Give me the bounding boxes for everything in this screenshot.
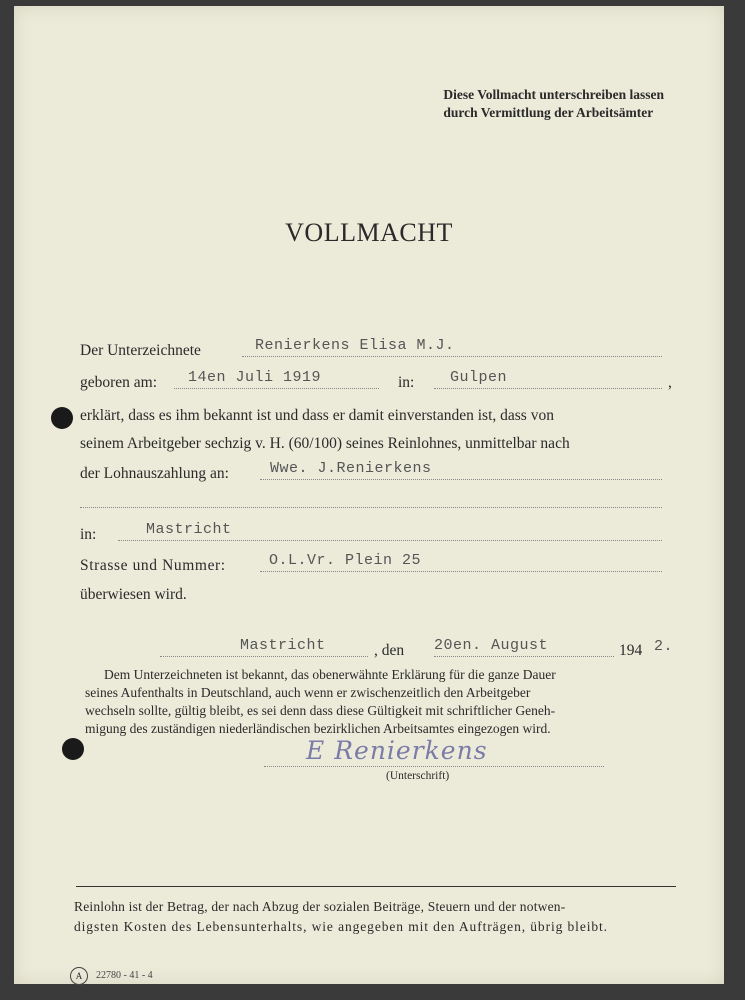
birthplace-label: in: — [398, 374, 415, 391]
born-on-dotted-line — [174, 388, 379, 389]
birthplace-value: Gulpen — [450, 369, 508, 386]
payee-dotted-line — [260, 479, 662, 480]
header-notice-line-1: Diese Vollmacht unterschreiben lassen — [443, 87, 664, 102]
notice-line-3: wechseln sollte, gültig bleibt, es sei denn dass diese Gültigkeit mit schriftlicher Geneh- — [85, 703, 556, 718]
footnote-line-1: Reinlohn ist der Betrag, der nach Abzug der sozialen Beiträge, Steuern und der notwen- — [74, 899, 566, 914]
document-title: VOLLMACHT — [285, 218, 453, 247]
date-prefix: , den — [374, 642, 405, 659]
born-on-value: 14en Juli 1919 — [188, 369, 322, 386]
header-notice-line-2: durch Vermittlung der Arbeitsämter — [443, 105, 654, 120]
street-dotted-line — [260, 571, 662, 572]
undersigned-label: Der Unterzeichnete — [80, 342, 201, 359]
street-value: O.L.Vr. Plein 25 — [269, 552, 422, 569]
place-value: Mastricht — [240, 637, 326, 654]
declaration-line-1: erklärt, dass es ihm bekannt ist und dass er damit einverstanden ist, dass von — [80, 407, 554, 424]
print-mark-text: 22780 - 41 - 4 — [96, 970, 153, 981]
declaration-line-2: seinem Arbeitgeber sechzig v. H. (60/100) seines Reinlohnes, unmittelbar nach — [80, 435, 570, 452]
year-suffix: 2. — [654, 638, 674, 655]
notice-line-4: migung des zuständigen niederländischen bezirklichen Arbeitsamtes eingezogen wird. — [85, 721, 551, 736]
print-mark-icon: A — [70, 967, 88, 985]
undersigned-value: Renierkens Elisa M.J. — [255, 337, 455, 354]
notice-line-1: Dem Unterzeichneten ist bekannt, das obenerwähnte Erklärung für die ganze Dauer — [104, 667, 556, 682]
payee-value: Wwe. J.Renierkens — [270, 460, 432, 477]
date-value: 20en. August — [434, 637, 549, 654]
blank-dotted-line — [80, 507, 662, 508]
footnote-line-2: digsten Kosten des Lebensunterhalts, wie angegeben mit den Aufträgen, übrig bleibt. — [74, 919, 608, 934]
header-notice — [443, 86, 664, 122]
payee-label: der Lohnauszahlung an: — [80, 465, 229, 482]
born-on-label: geboren am: — [80, 374, 158, 391]
date-dotted-line — [434, 656, 614, 657]
footnote-rule — [76, 886, 676, 887]
signature-caption: (Unterschrift) — [386, 770, 450, 782]
year-prefix: 194 — [619, 642, 643, 659]
transferred-text: überwiesen wird. — [80, 586, 187, 603]
city-label: in: — [80, 526, 97, 543]
notice-line-2: seines Aufenthalts in Deutschland, auch wenn er zwischenzeitlich den Arbeitgeber — [85, 685, 531, 700]
comma: , — [668, 374, 672, 391]
document-page — [14, 6, 724, 984]
place-dotted-line — [160, 656, 368, 657]
signature-dotted-line — [264, 766, 604, 767]
punch-hole-lower — [62, 738, 84, 760]
punch-hole-upper — [51, 407, 73, 429]
city-value: Mastricht — [146, 521, 232, 538]
street-label: Strasse und Nummer: — [80, 557, 226, 574]
birthplace-dotted-line — [434, 388, 662, 389]
city-dotted-line — [118, 540, 662, 541]
undersigned-dotted-line — [242, 356, 662, 357]
handwritten-signature: E Renierkens — [306, 736, 488, 765]
